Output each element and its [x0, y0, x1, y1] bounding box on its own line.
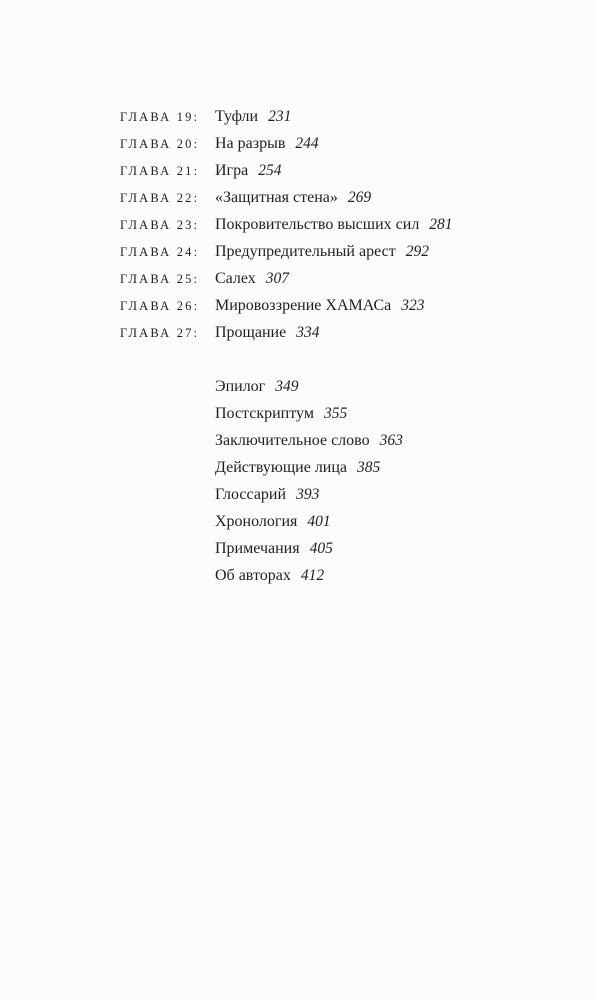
chapter-title: Салех — [215, 270, 256, 287]
chapter-label: ГЛАВА 19: — [120, 110, 200, 124]
chapter-label: ГЛАВА 21: — [120, 164, 200, 178]
toc-entry-chronology — [215, 508, 403, 535]
page-number: 405 — [309, 540, 333, 557]
page-number: 269 — [347, 189, 372, 206]
page-number: 349 — [275, 378, 299, 395]
chapter-title: Предупредительный арест — [215, 243, 396, 260]
toc-entry-chapter-24 — [120, 238, 453, 265]
toc-entry-chapter-27 — [120, 319, 453, 346]
page-number: 323 — [401, 297, 425, 314]
toc-entry-notes — [215, 535, 403, 562]
back-matter-list — [215, 373, 403, 589]
page-number: 281 — [429, 216, 453, 233]
chapter-label: ГЛАВА 22: — [120, 191, 200, 205]
page-number: 393 — [296, 486, 320, 503]
page-number: 307 — [265, 270, 290, 287]
toc-entry-chapter-26 — [120, 292, 453, 319]
toc-entry-about-authors — [215, 562, 403, 589]
chapter-label: ГЛАВА 26: — [120, 299, 200, 313]
chapter-label: ГЛАВА 20: — [120, 137, 200, 151]
toc-entry-chapter-22 — [120, 184, 453, 211]
entry-title: Хронология — [215, 513, 298, 530]
entry-title: Об авторах — [215, 567, 291, 584]
page-number: 292 — [405, 243, 429, 260]
page-number: 334 — [296, 324, 320, 341]
page-number: 254 — [258, 162, 282, 179]
entry-title: Действующие лица — [215, 459, 348, 476]
toc-entry-chapter-21 — [120, 157, 453, 184]
chapter-title: Прощание — [215, 324, 287, 341]
toc-entry-glossary — [215, 481, 403, 508]
chapter-title: Туфли — [215, 108, 259, 125]
page-number: 231 — [268, 108, 292, 125]
chapter-title: На разрыв — [215, 135, 286, 152]
chapter-title: Покровительство высших сил — [215, 216, 420, 233]
chapter-label: ГЛАВА 23: — [120, 218, 200, 232]
page-number: 385 — [357, 459, 381, 476]
chapter-label: ГЛАВА 27: — [120, 326, 200, 340]
entry-title: Примечания — [215, 540, 300, 557]
entry-title: Глоссарий — [215, 486, 287, 503]
chapter-label: ГЛАВА 25: — [120, 272, 200, 286]
toc-entry-afterword — [215, 427, 403, 454]
chapter-title: Мировоззрение ХАМАСа — [215, 297, 392, 314]
chapter-label: ГЛАВА 24: — [120, 245, 200, 259]
page-number: 401 — [307, 513, 331, 530]
toc-entry-postscript — [215, 400, 403, 427]
page-number: 355 — [323, 405, 348, 422]
page-number: 363 — [379, 432, 403, 449]
chapter-list — [120, 103, 453, 346]
toc-entry-chapter-19 — [120, 103, 453, 130]
entry-title: Заключительное слово — [215, 432, 370, 449]
page-number: 412 — [300, 567, 325, 584]
page-number: 244 — [295, 135, 319, 152]
chapter-title: Игра — [215, 162, 249, 179]
toc-entry-chapter-25 — [120, 265, 453, 292]
entry-title: Постскриптум — [215, 405, 314, 422]
toc-entry-chapter-23 — [120, 211, 453, 238]
chapter-title: «Защитная стена» — [215, 189, 338, 206]
entry-title: Эпилог — [215, 378, 266, 395]
toc-entry-epilogue — [215, 373, 403, 400]
toc-entry-chapter-20 — [120, 130, 453, 157]
toc-entry-characters — [215, 454, 403, 481]
